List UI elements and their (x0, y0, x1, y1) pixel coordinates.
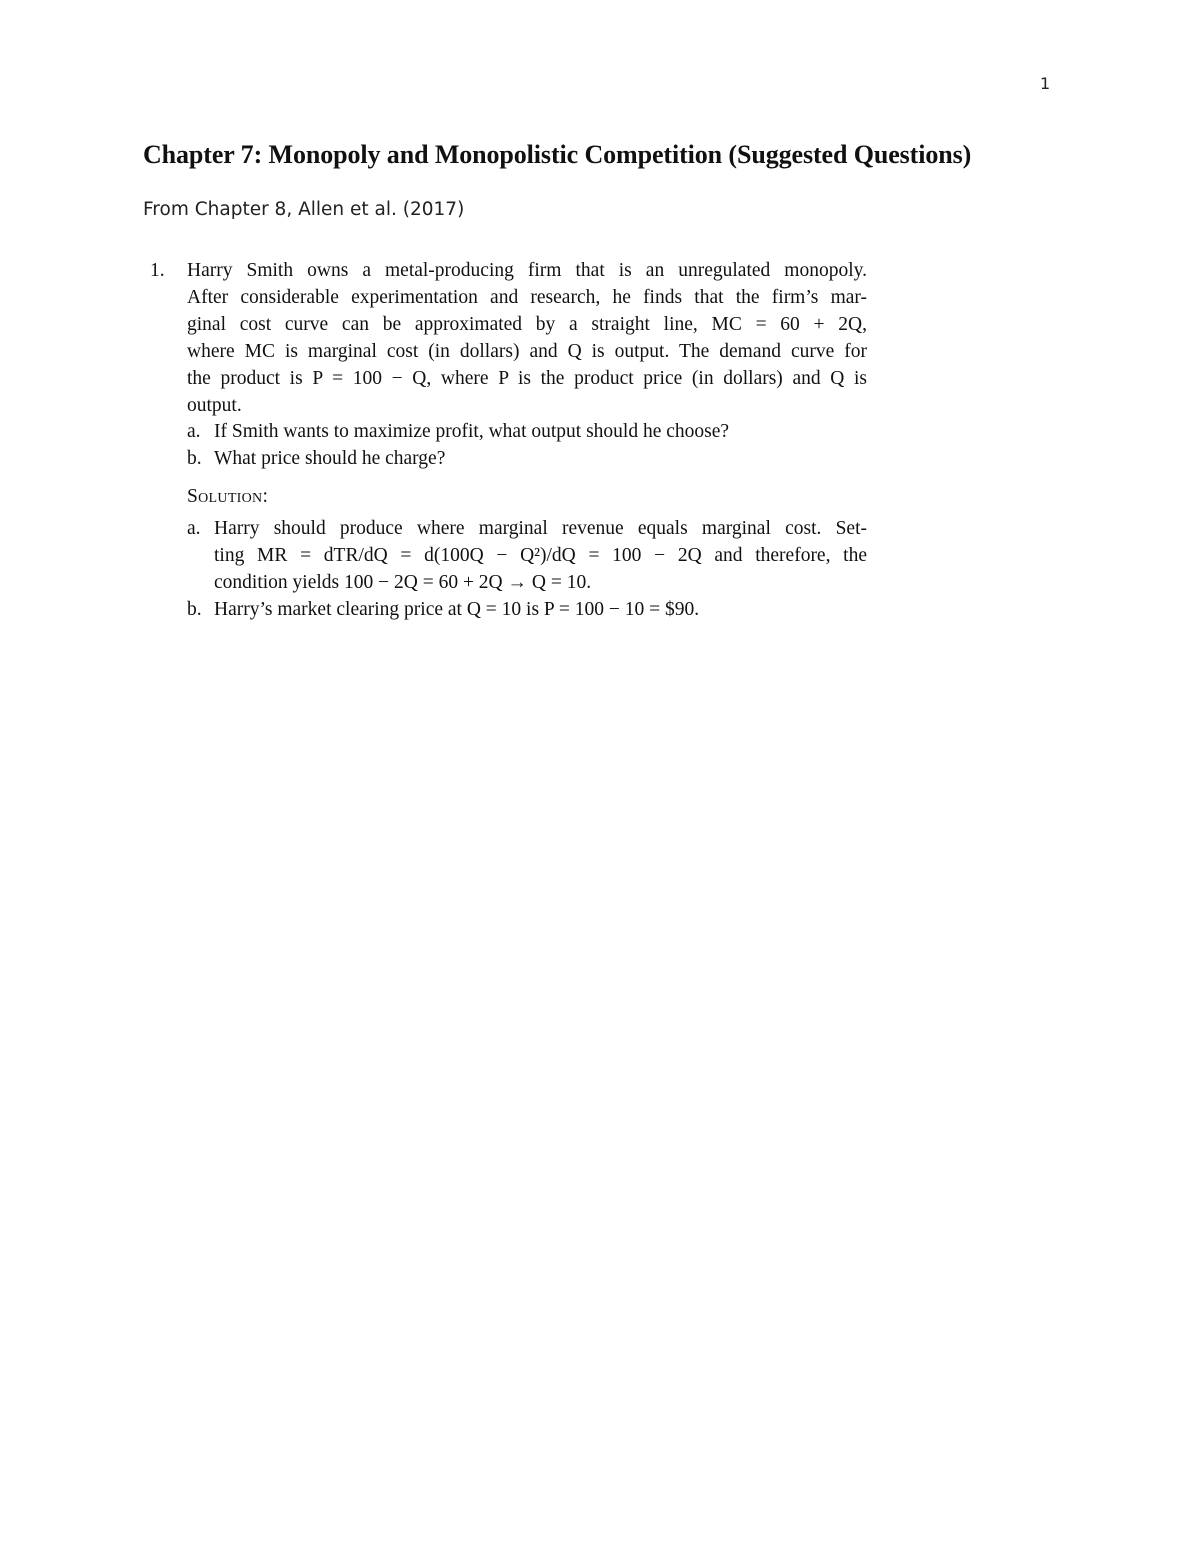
question-line: ginal cost curve can be approximated by a straight line, MC = 60 + 2Q, (187, 313, 867, 335)
part-text: What price should he charge? (214, 448, 446, 470)
solution-label: b. (187, 598, 202, 620)
solution-line: Harry should produce where marginal revenue equals marginal cost. Set- (214, 518, 867, 540)
question-block (150, 258, 870, 624)
part-label: b. (187, 448, 202, 470)
solution-label: a. (187, 518, 201, 540)
question-part-a (187, 419, 870, 446)
question-line: the product is P = 100 − Q, where P is the product price (in dollars) and Q is (187, 367, 867, 389)
chapter-title: Chapter 7: Monopoly and Monopolistic Competition (Suggested Questions) (143, 140, 972, 169)
part-text: If Smith wants to maximize profit, what output should he choose? (214, 421, 730, 443)
question-line: After considerable experimentation and research, he finds that the firm’s mar- (187, 286, 867, 308)
solution-line: ting MR = dTR/dQ = d(100Q − Q²)/dQ = 100 − 2Q and therefore, the (214, 545, 867, 567)
question-line: output. (187, 394, 242, 416)
part-label: a. (187, 421, 201, 443)
solution-line: Harry’s market clearing price at Q = 10 is P = 100 − 10 = $90. (214, 598, 700, 620)
solution-part-a (187, 516, 867, 597)
question-line: where MC is marginal cost (in dollars) and Q is output. The demand curve for (187, 340, 867, 362)
question-part-b (187, 446, 870, 473)
question-line: Harry Smith owns a metal-producing firm that is an unregulated monopoly. (187, 260, 867, 281)
source-reference: From Chapter 8, Allen et al. (2017) (143, 199, 465, 220)
question-number: 1. (150, 260, 165, 281)
question-text (187, 258, 867, 419)
solution-heading: Solution: (187, 486, 269, 508)
page-number: 1 (1040, 74, 1051, 93)
solution-line: condition yields 100 − 2Q = 60 + 2Q → Q = 10. (214, 571, 592, 593)
solution-list (150, 516, 870, 624)
solution-part-b (187, 597, 867, 624)
